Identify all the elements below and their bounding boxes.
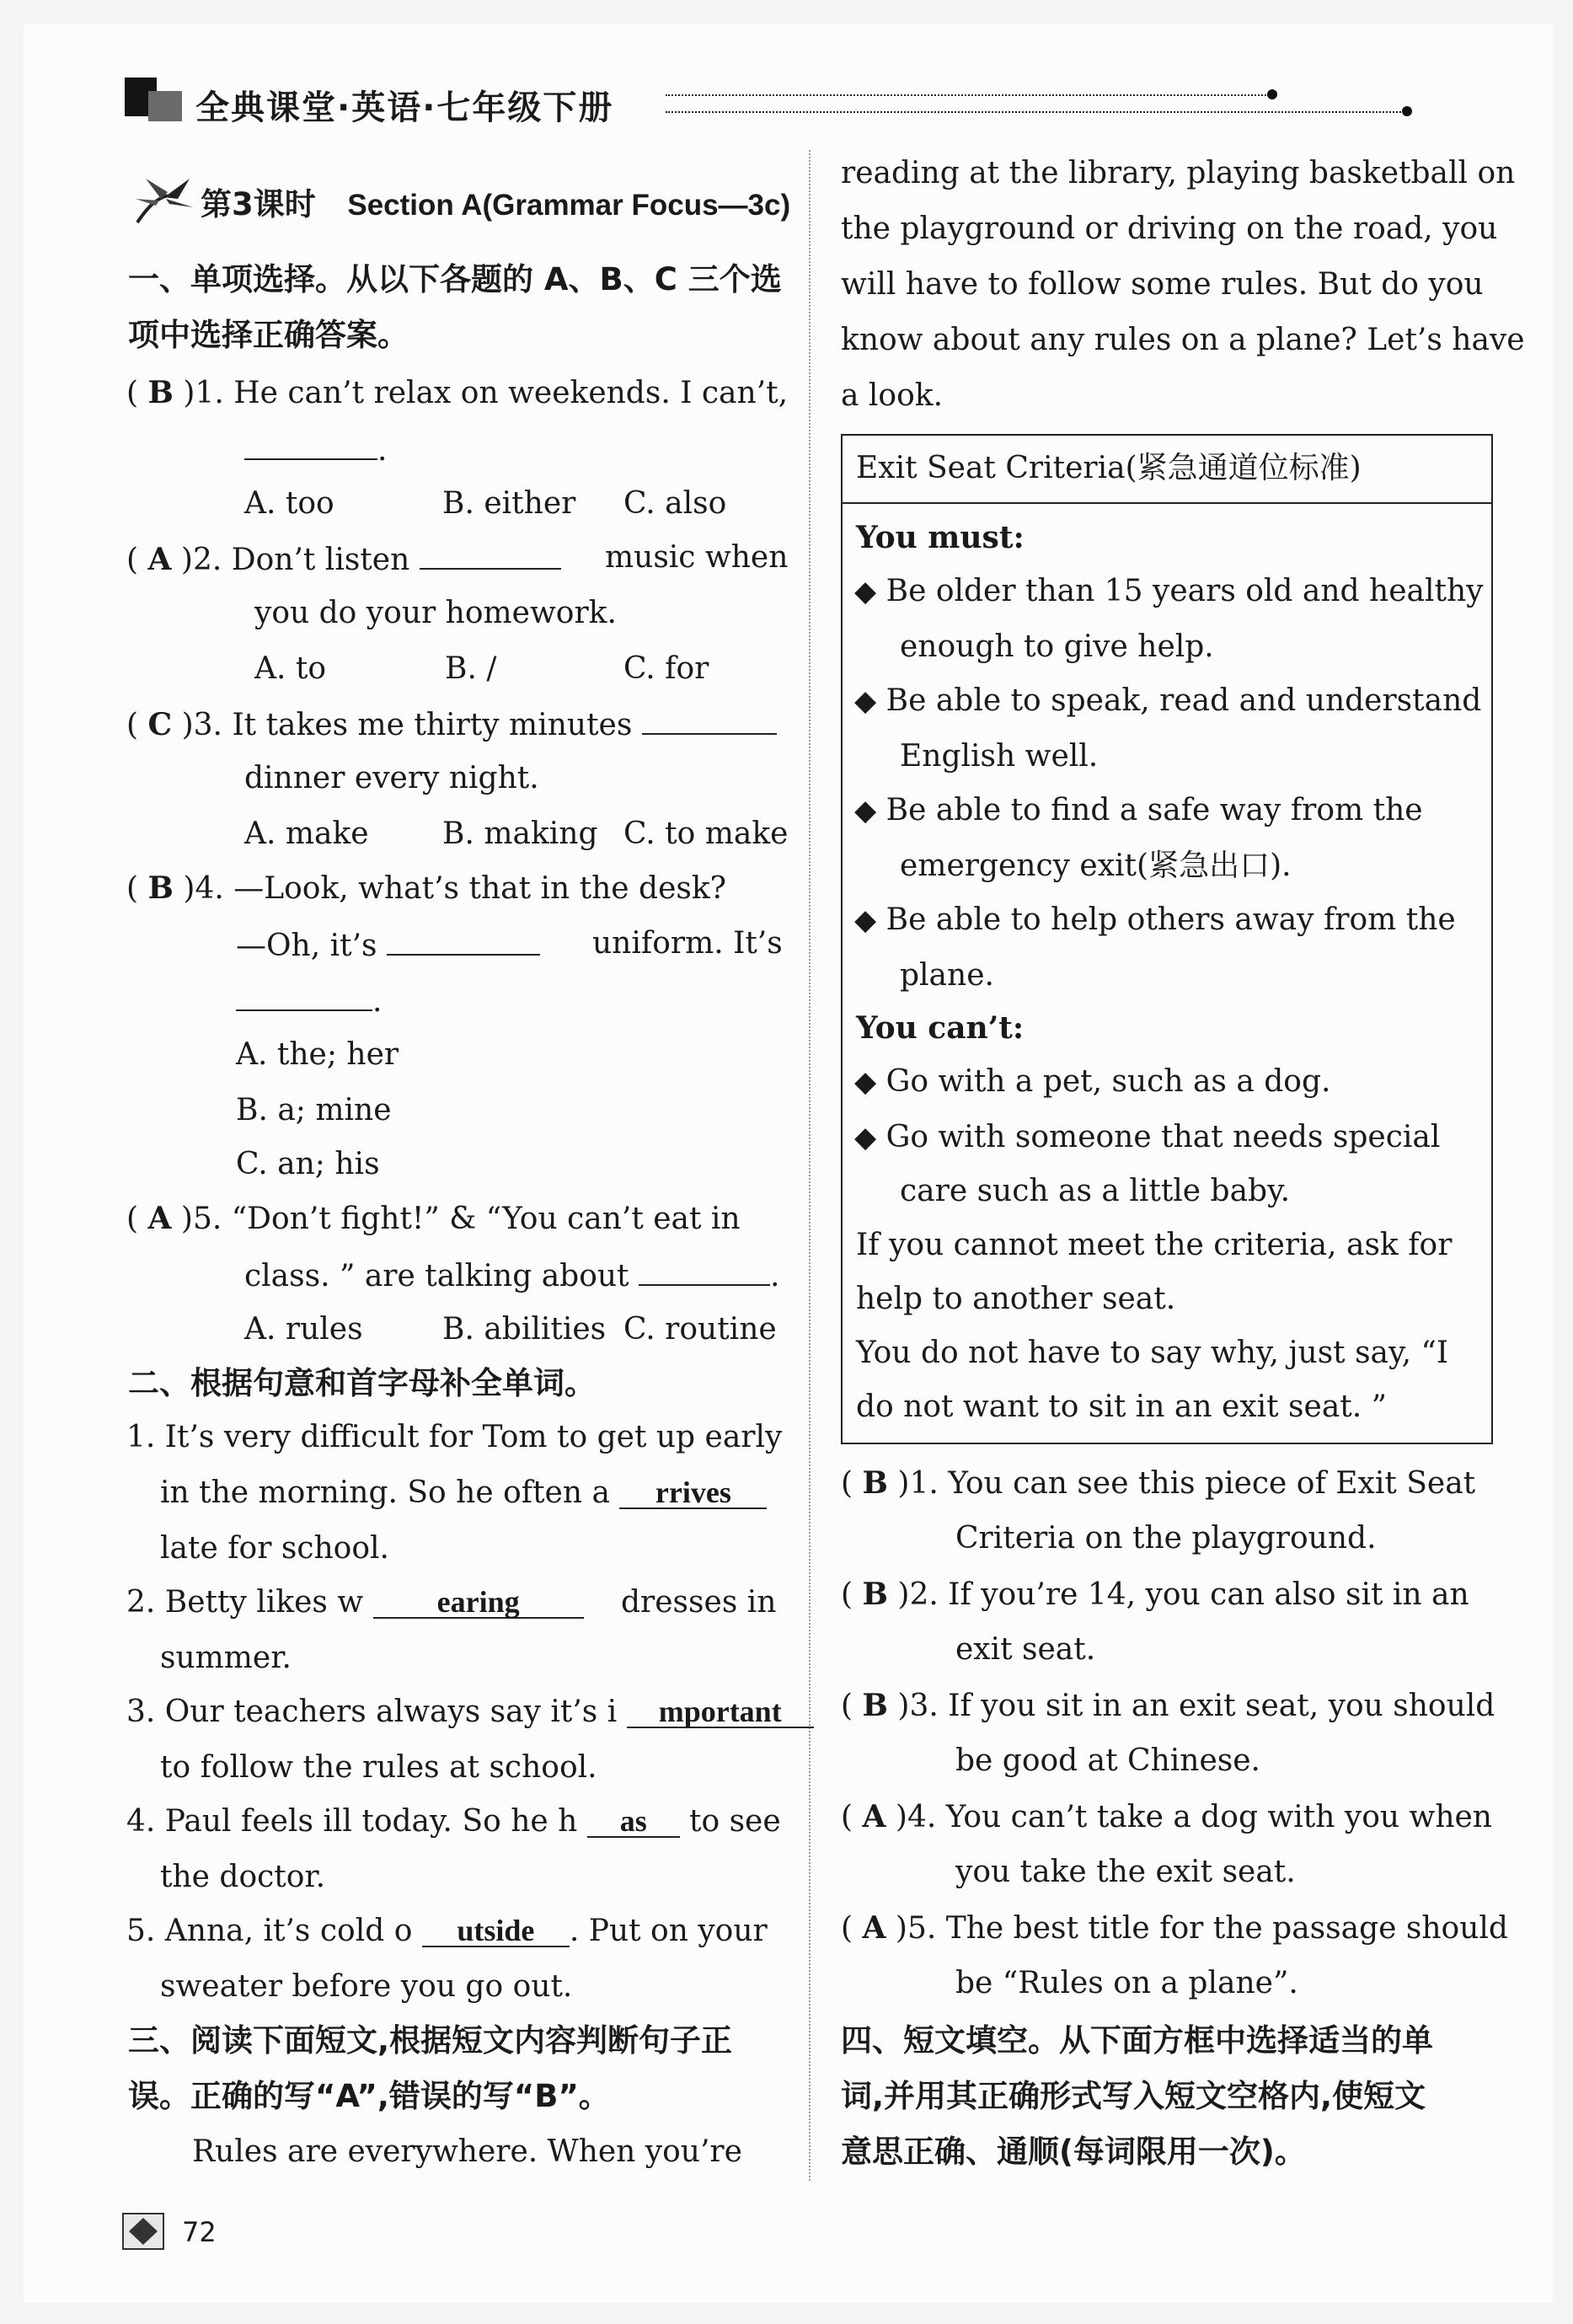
part1-heading: 一、单项选择。从以下各题的 A、B、C 三个选 (128, 261, 782, 297)
fill-sentence-2: 2. Betty likes w earing (126, 1584, 584, 1621)
must-heading: You must: (856, 520, 1025, 555)
fill-sentence-1: 1. It’s very difficult for Tom to get up early (126, 1420, 783, 1454)
fill-sentence-5: 5. Anna, it’s cold o utside . Put on your (126, 1914, 768, 1948)
judge-question-3: ( B )3. If you sit in an exit seat, you should (841, 1688, 1495, 1723)
judge-question-2: ( B )2. If you’re 14, you can also sit in an (841, 1577, 1469, 1612)
must-item-cont: emergency exit(紧急出口). (900, 849, 1292, 883)
header-logo-blocks (125, 78, 184, 121)
header-rule-dot (1267, 89, 1277, 99)
question-4-line2: —Oh, it’s (236, 925, 540, 965)
cant-heading: You can’t: (856, 1010, 1025, 1046)
question-4: ( B )4. —Look, what’s that in the desk? (126, 870, 726, 906)
leaf-icon (131, 174, 196, 226)
diamond-bullet-icon: ◆ (854, 575, 877, 608)
header-rule (666, 111, 1407, 113)
option-a: A. to (254, 651, 327, 686)
must-item-cont: English well. (900, 739, 1099, 774)
criteria-box-divider (841, 502, 1491, 504)
passage-line: Rules are everywhere. When you’re (192, 2134, 742, 2169)
judge-question-1-line2: Criteria on the playground. (955, 1521, 1377, 1556)
fill-sentence-4-cont: to see (689, 1804, 781, 1839)
fill-sentence-5-line2: sweater before you go out. (160, 1969, 573, 2004)
option-a: A. too (244, 486, 334, 521)
fill-answer: rrives (619, 1477, 767, 1509)
lesson-title: 第3课时 Section A(Grammar Focus—3c) (201, 186, 791, 222)
must-item: ◆ Be able to help others away from the (854, 902, 1456, 937)
fill-sentence-1-line2: in the morning. So he often a rrives (160, 1475, 767, 1512)
fill-answer: mportant (627, 1696, 814, 1728)
question-2-line2: you do your homework. (254, 596, 617, 630)
header-rule (666, 94, 1272, 96)
judge-question-5-line2: be “Rules on a plane”. (955, 1966, 1298, 2000)
criteria-note: do not want to sit in an exit seat. ” (856, 1390, 1388, 1424)
option-b: B. abilities (442, 1312, 607, 1347)
question-2: ( A )2. Don’t listen (126, 539, 561, 579)
option-c: C. routine (623, 1312, 777, 1347)
must-item: ◆ Be older than 15 years old and healthy (854, 574, 1484, 608)
judge-question-4: ( A )4. You can’t take a dog with you when (841, 1799, 1492, 1834)
option-b: B. either (442, 486, 576, 521)
option-b: B. a; mine (236, 1093, 392, 1127)
must-item-cont: plane. (900, 958, 994, 993)
criteria-note: You do not have to say why, just say, “I (856, 1336, 1449, 1370)
fill-sentence-2-line2: summer. (160, 1641, 292, 1675)
option-b: B. making (442, 817, 598, 851)
criteria-note: If you cannot meet the criteria, ask for (856, 1228, 1453, 1262)
header-rule-dot (1402, 106, 1412, 116)
part4-heading: 意思正确、通顺(每词限用一次)。 (841, 2134, 1306, 2170)
fill-sentence-4-line2: the doctor. (160, 1860, 326, 1894)
passage-line: reading at the library, playing basketball on (841, 156, 1516, 190)
answer-blank: . (244, 430, 387, 469)
criteria-note: help to another seat. (856, 1282, 1176, 1316)
cant-item: ◆ Go with a pet, such as a dog. (854, 1064, 1331, 1099)
part2-heading: 二、根据句意和首字母补全单词。 (128, 1365, 596, 1401)
fill-sentence-3: 3. Our teachers always say it’s i mportant (126, 1694, 814, 1731)
question-3: ( C )3. It takes me thirty minutes (126, 704, 777, 744)
judge-question-5: ( A )5. The best title for the passage should (841, 1910, 1508, 1946)
part4-heading: 四、短文填空。从下面方框中选择适当的单 (841, 2022, 1433, 2059)
judge-question-1: ( B )1. You can see this piece of Exit Seat (841, 1465, 1476, 1501)
passage-line: the playground or driving on the road, you (841, 212, 1498, 246)
must-item: ◆ Be able to speak, read and understand (854, 683, 1482, 718)
part4-heading: 词,并用其正确形式写入短文空格内,使短文 (841, 2078, 1426, 2114)
option-c: C. an; his (236, 1147, 380, 1181)
cant-item: ◆ Go with someone that needs special (854, 1120, 1441, 1154)
option-c: C. for (623, 651, 709, 686)
option-a: A. the; her (236, 1037, 399, 1072)
answer-blank: . (236, 981, 382, 1020)
question-1: ( B )1. He can’t relax on weekends. I can’t, (126, 375, 789, 410)
fill-sentence-3-line2: to follow the rules at school. (160, 1750, 597, 1785)
question-4-cont: uniform. It’s (592, 926, 783, 961)
must-item: ◆ Be able to find a safe way from the (854, 793, 1423, 827)
diamond-bullet-icon: ◆ (854, 684, 877, 718)
option-c: C. to make (623, 817, 789, 851)
fill-answer: utside (422, 1915, 570, 1947)
part3-heading: 三、阅读下面短文,根据短文内容判断句子正 (128, 2022, 733, 2059)
judge-question-4-line2: you take the exit seat. (955, 1855, 1296, 1889)
fill-sentence-2-cont: dresses in (621, 1585, 777, 1620)
judge-question-3-line2: be good at Chinese. (955, 1743, 1261, 1778)
header-title: 全典课堂·英语·七年级下册 (195, 88, 614, 127)
diamond-bullet-icon: ◆ (854, 903, 877, 937)
fill-sentence-4: 4. Paul feels ill today. So he h as (126, 1803, 680, 1840)
cant-item-cont: care such as a little baby. (900, 1174, 1291, 1208)
diamond-bullet-icon: ◆ (854, 794, 877, 827)
criteria-box-title: Exit Seat Criteria(紧急通道位标准) (856, 451, 1362, 485)
passage-line: a look. (841, 378, 944, 413)
fill-sentence-1-line3: late for school. (160, 1531, 389, 1566)
question-5: ( A )5. “Don’t fight!” & “You can’t eat in (126, 1201, 741, 1236)
part3-heading: 误。正确的写“A”,错误的写“B”。 (128, 2078, 610, 2114)
part1-heading: 项中选择正确答案。 (128, 317, 409, 353)
passage-line: will have to follow some rules. But do you (841, 267, 1484, 302)
diamond-page-icon (122, 2213, 164, 2250)
option-a: A. rules (244, 1312, 363, 1347)
passage-line: know about any rules on a plane? Let’s have (841, 323, 1525, 357)
page-number: 72 (182, 2216, 217, 2248)
judge-question-2-line2: exit seat. (955, 1632, 1096, 1667)
option-a: A. make (244, 817, 369, 851)
option-b: B. / (445, 651, 497, 686)
fill-answer: as (587, 1806, 680, 1838)
question-5-line2: class. ” are talking about . (244, 1256, 779, 1295)
column-divider (809, 150, 811, 2181)
diamond-bullet-icon: ◆ (854, 1121, 877, 1154)
diamond-bullet-icon: ◆ (854, 1065, 877, 1099)
question-3-line2: dinner every night. (244, 761, 539, 795)
option-c: C. also (623, 486, 727, 521)
must-item-cont: enough to give help. (900, 629, 1214, 664)
fill-answer: earing (373, 1587, 584, 1619)
question-2-cont: music when (605, 540, 789, 575)
